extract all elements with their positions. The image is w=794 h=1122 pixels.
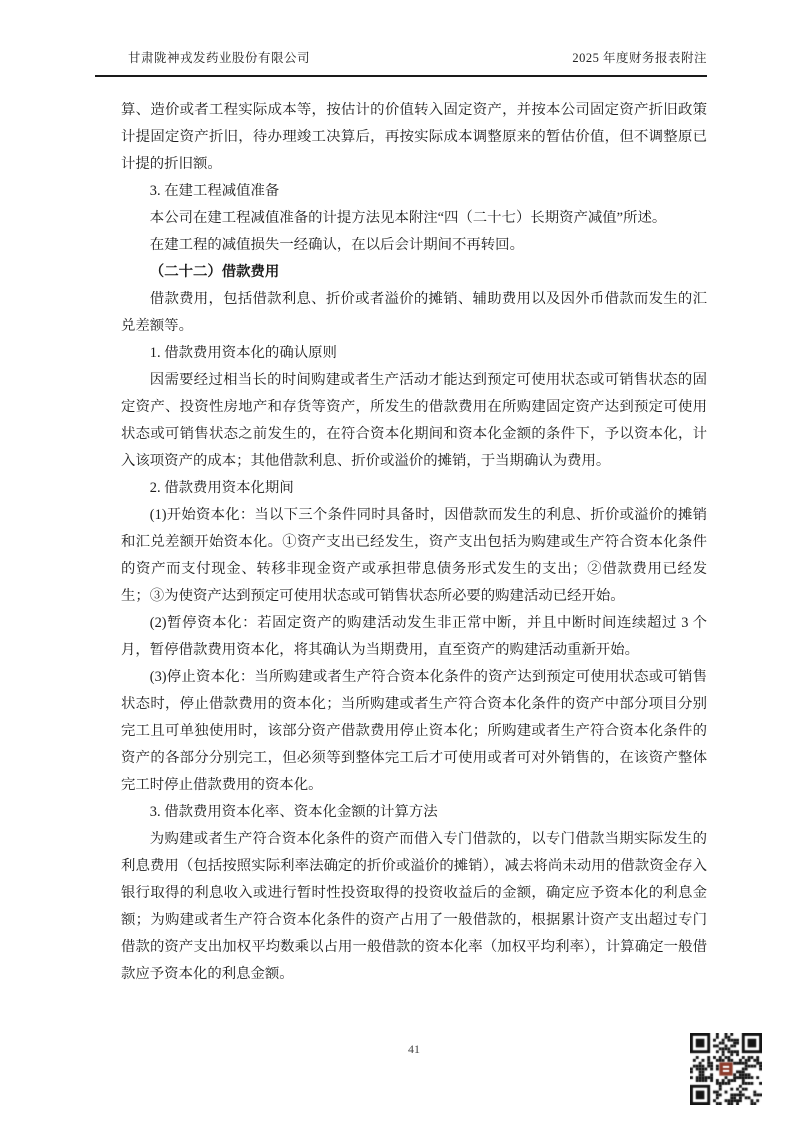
header-row bbox=[95, 48, 707, 75]
paragraph: (2)暂停资本化：若固定资产的购建活动发生非正常中断，并且中断时间连续超过 3 个月，暂停借款费用资本化，将其确认为当期费用，直至资产的购建活动重新开始。 bbox=[121, 615, 707, 658]
paragraph: 在建工程的减值损失一经确认，在以后会计期间不再转回。 bbox=[149, 237, 524, 253]
page-header bbox=[95, 48, 707, 77]
paragraph: 借款费用，包括借款利息、折价或者溢价的摊销、辅助费用以及因外币借款而发生的汇兑差额等。 bbox=[121, 291, 707, 334]
list-heading-capitalization-rate: 3. 借款费用资本化率、资本化金额的计算方法 bbox=[149, 804, 438, 820]
paragraph: 本公司在建工程减值准备的计提方法见本附注“四（二十七）长期资产减值”所述。 bbox=[149, 210, 667, 226]
paragraph: (3)停止资本化：当所购建或者生产符合资本化条件的资产达到预定可使用状态或可销售状态时，停止借款费用的资本化；当所购建或者生产符合资本化条件的资产中部分项目分别完工且可单独使用时，该部分资产借款费用停止资本化；所购建或者生产符合资本化条件的资产的各部分分别完工，但必须等到整体完工后才可使用或者可对外销售的，在该资产整体完工时停止借款费用的资本化。 bbox=[121, 669, 707, 793]
paragraph: 为购建或者生产符合资本化条件的资产而借入专门借款的，以专门借款当期实际发生的利息费用（包括按照实际利率法确定的折价或溢价的摊销），减去将尚未动用的借款资金存入银行取得的利息收入或进行暂时性投资取得的投资收益后的金额，确定应予资本化的利息金额；为购建或者生产符合资本化条件的资产占用了一般借款的，根据累计资产支出超过专门借款的资产支出加权平均数乘以占用一般借款的资本化率（加权平均利率），计算确定一般借款应予资本化的利息金额。 bbox=[121, 831, 707, 982]
list-heading-capitalization-period: 2. 借款费用资本化期间 bbox=[149, 480, 294, 496]
header-doc-title: 2025 年度财务报表附注 bbox=[572, 51, 707, 65]
qr-code-icon bbox=[690, 1033, 762, 1105]
list-heading-capitalization-principle: 1. 借款费用资本化的确认原则 bbox=[149, 345, 337, 361]
paragraph: (1)开始资本化：当以下三个条件同时具备时，因借款而发生的利息、折价或溢价的摊销和汇兑差额开始资本化。①资产支出已经发生，资产支出包括为购建或生产符合资本化条件的资产而支付现金、转移非现金资产或承担带息债务形式发生的支出；②借款费用已经发生；③为使资产达到预定可使用状态或可销售状态所必要的购建活动已经开始。 bbox=[121, 507, 707, 604]
document-body bbox=[121, 97, 707, 988]
list-heading-cip-impairment: 3. 在建工程减值准备 bbox=[149, 183, 280, 199]
header-divider bbox=[95, 75, 707, 77]
paragraph-continuation: 算、造价或者工程实际成本等，按估计的价值转入固定资产，并按本公司固定资产折旧政策计提固定资产折旧，待办理竣工决算后，再按实际成本调整原来的暂估价值，但不调整原已计提的折旧额。 bbox=[121, 102, 707, 172]
header-company-name: 甘肃陇神戎发药业股份有限公司 bbox=[128, 51, 311, 65]
page-number: 41 bbox=[408, 1042, 420, 1056]
section-heading-borrowing-costs: （二十二）借款费用 bbox=[149, 264, 280, 280]
paragraph: 因需要经过相当长的时间购建或者生产活动才能达到预定可使用状态或可销售状态的固定资产、投资性房地产和存货等资产，所发生的借款费用在所购建固定资产达到预定可使用状态或可销售状态之前发生的，在符合资本化期间和资本化金额的条件下，予以资本化，计入该项资产的成本；其他借款利息、折价或溢价的摊销，于当期确认为费用。 bbox=[121, 372, 707, 469]
